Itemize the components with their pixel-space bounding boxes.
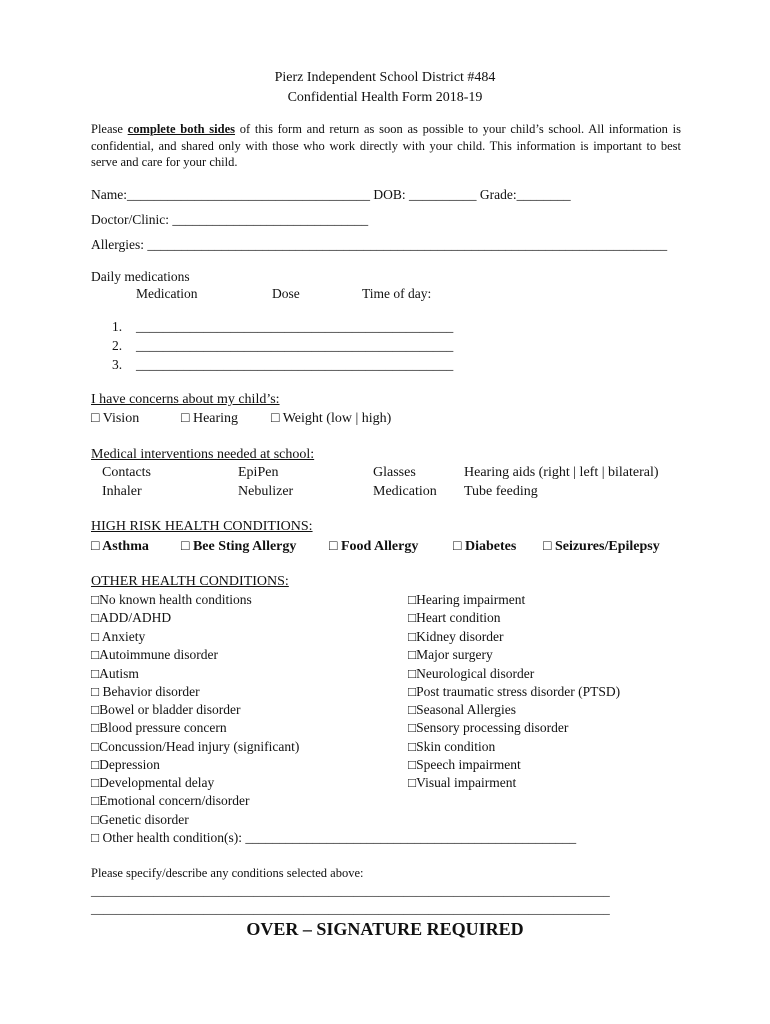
- condition-checkbox[interactable]: □Concussion/Head injury (significant): [91, 739, 300, 754]
- condition-checkbox[interactable]: □Kidney disorder: [408, 629, 504, 644]
- medication-row-line[interactable]: _______________________________________________: [136, 319, 454, 334]
- intervention-epipen[interactable]: EpiPen: [238, 465, 279, 480]
- intervention-inhaler[interactable]: Inhaler: [102, 484, 142, 499]
- signature-notice: OVER – SIGNATURE REQUIRED: [246, 919, 524, 939]
- condition-checkbox[interactable]: □Visual impairment: [408, 775, 517, 790]
- intervention-glasses[interactable]: Glasses: [373, 465, 416, 480]
- high-risk-checkbox-food-allergy[interactable]: □ Food Allergy: [329, 539, 419, 554]
- intervention-hearing-aids[interactable]: Hearing aids (right | left | bilateral): [464, 465, 659, 480]
- intro-paragraph: Please complete both sides of this form and return as soon as possible to your child’s school. All information is confidential, and shared only with those who work directly with your child. This information is important to best serve and care for your child.: [91, 122, 681, 169]
- concerns-title: I have concerns about my child’s:: [91, 392, 280, 407]
- condition-checkbox[interactable]: □Seasonal Allergies: [408, 702, 517, 717]
- condition-checkbox[interactable]: □Skin condition: [408, 739, 496, 754]
- intervention-nebulizer[interactable]: Nebulizer: [238, 484, 294, 499]
- condition-checkbox[interactable]: □Bowel or bladder disorder: [91, 702, 241, 717]
- medication-row-line[interactable]: _______________________________________________: [136, 357, 454, 372]
- allergies-field[interactable]: Allergies: _____________________________________________________________________________: [91, 237, 668, 252]
- interventions-title: Medical interventions needed at school:: [91, 447, 315, 462]
- specify-label: Please specify/describe any conditions selected above:: [91, 866, 364, 880]
- condition-checkbox[interactable]: □Autoimmune disorder: [91, 647, 219, 662]
- condition-checkbox[interactable]: □ Anxiety: [91, 629, 146, 644]
- medication-row-line[interactable]: _______________________________________________: [136, 338, 454, 353]
- intervention-medication[interactable]: Medication: [373, 484, 437, 499]
- other-conditions-title: OTHER HEALTH CONDITIONS:: [91, 574, 289, 589]
- district-title: Pierz Independent School District #484: [274, 70, 496, 85]
- time-column-header: Time of day:: [362, 286, 432, 301]
- condition-checkbox[interactable]: □Sensory processing disorder: [408, 720, 569, 735]
- condition-checkbox[interactable]: □Autism: [91, 666, 139, 681]
- intervention-tube-feeding[interactable]: Tube feeding: [464, 484, 538, 499]
- condition-checkbox[interactable]: □ Behavior disorder: [91, 684, 200, 699]
- condition-checkbox[interactable]: □Heart condition: [408, 610, 501, 625]
- specify-line[interactable]: ___________________________________________________________________________________: [91, 884, 610, 898]
- condition-checkbox[interactable]: □Depression: [91, 757, 160, 772]
- high-risk-checkbox-asthma[interactable]: □ Asthma: [91, 539, 149, 554]
- high-risk-checkbox-bee-sting[interactable]: □ Bee Sting Allergy: [181, 539, 297, 554]
- condition-checkbox[interactable]: □Neurological disorder: [408, 666, 535, 681]
- condition-checkbox[interactable]: □ADD/ADHD: [91, 610, 172, 625]
- medication-column-header: Medication: [136, 286, 198, 301]
- specify-line[interactable]: ___________________________________________________________________________________: [91, 902, 610, 916]
- condition-checkbox[interactable]: □Genetic disorder: [91, 812, 189, 827]
- dose-column-header: Dose: [272, 286, 300, 301]
- condition-checkbox[interactable]: □Blood pressure concern: [91, 720, 227, 735]
- medication-row-number: 1.: [112, 319, 123, 334]
- intervention-contacts[interactable]: Contacts: [102, 465, 151, 480]
- condition-checkbox[interactable]: □Hearing impairment: [408, 592, 526, 607]
- concern-checkbox-weight[interactable]: □ Weight (low | high): [271, 411, 392, 426]
- other-condition-field[interactable]: □ Other health condition(s): _________________________________________________: [91, 830, 577, 845]
- high-risk-checkbox-seizures[interactable]: □ Seizures/Epilepsy: [543, 539, 660, 554]
- medication-row-number: 3.: [112, 357, 123, 372]
- condition-checkbox[interactable]: □No known health conditions: [91, 592, 252, 607]
- concern-checkbox-hearing[interactable]: □ Hearing: [181, 411, 239, 426]
- doctor-clinic-field[interactable]: Doctor/Clinic: _____________________________: [91, 212, 369, 227]
- condition-checkbox[interactable]: □Post traumatic stress disorder (PTSD): [408, 684, 621, 699]
- condition-checkbox[interactable]: □Speech impairment: [408, 757, 521, 772]
- concern-checkbox-vision[interactable]: □ Vision: [91, 411, 140, 426]
- condition-checkbox[interactable]: □Major surgery: [408, 647, 493, 662]
- intro-emphasis: complete both sides: [127, 122, 236, 136]
- high-risk-title: HIGH RISK HEALTH CONDITIONS:: [91, 519, 313, 534]
- medications-title: Daily medications: [91, 269, 190, 284]
- medication-row-number: 2.: [112, 338, 123, 353]
- condition-checkbox[interactable]: □Emotional concern/disorder: [91, 793, 250, 808]
- high-risk-checkbox-diabetes[interactable]: □ Diabetes: [453, 539, 517, 554]
- condition-checkbox[interactable]: □Developmental delay: [91, 775, 215, 790]
- form-title: Confidential Health Form 2018-19: [287, 90, 483, 105]
- name-dob-grade-field[interactable]: Name:____________________________________ DOB: __________ Grade:________: [91, 187, 571, 202]
